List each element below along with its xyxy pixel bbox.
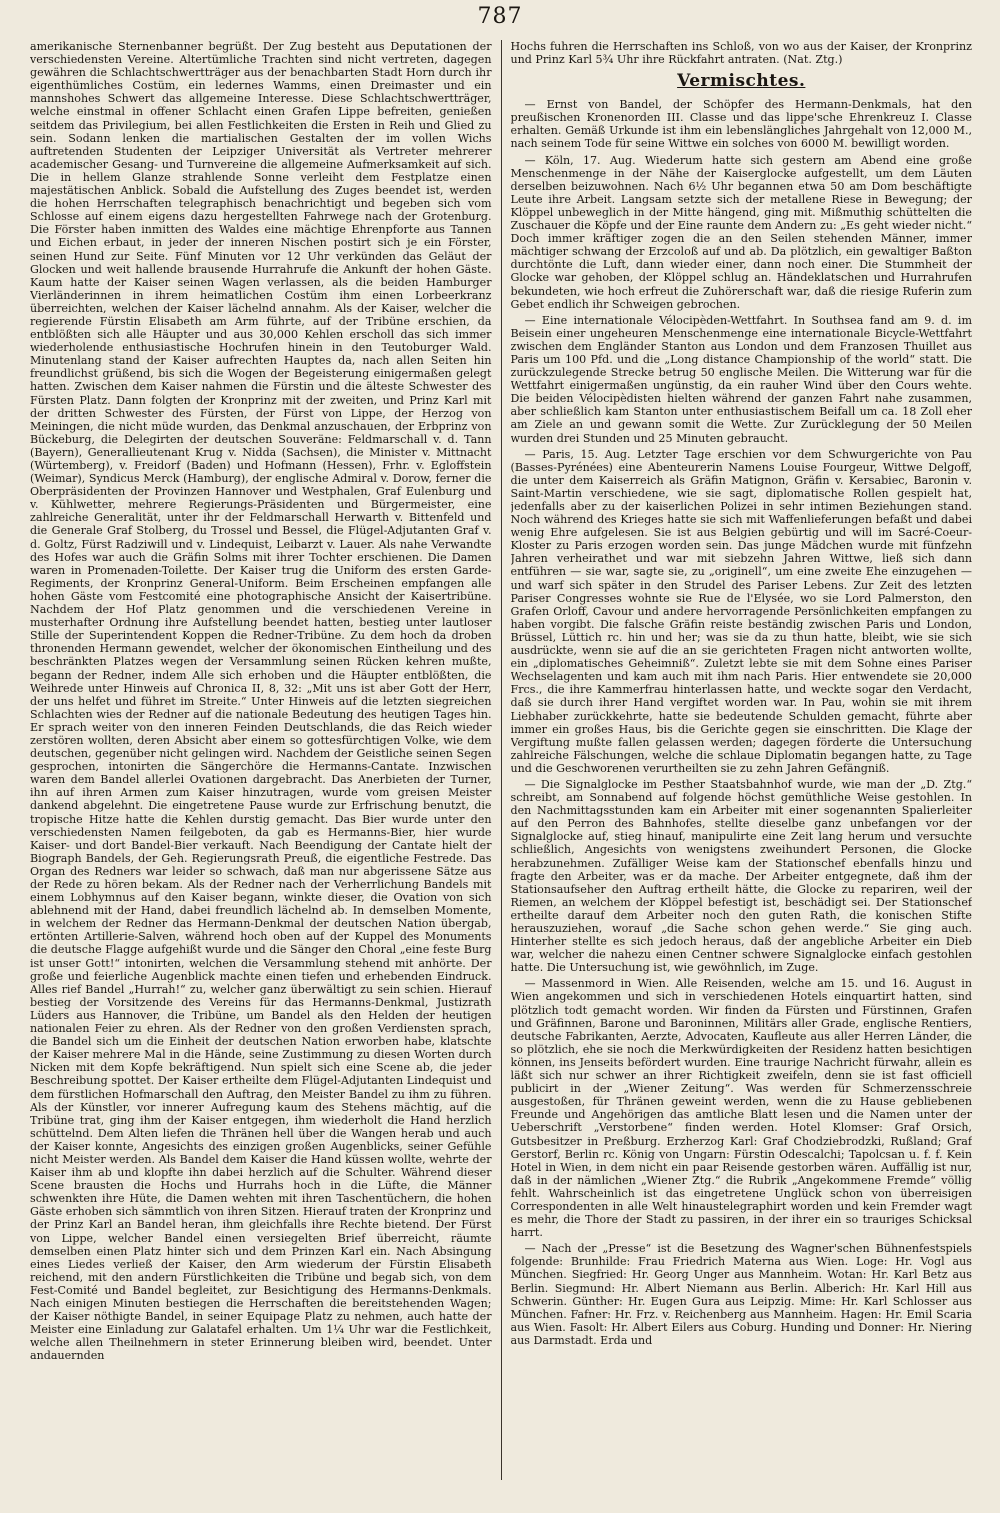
- article-cologne-bell: — Köln, 17. Aug. Wiederum hatte sich gestern am Abend eine große Menschenmenge in der Nähe der Kaiserglocke aufgestellt, um dem Läuten derselben beizuwohnen. Nach 6½ Uhr begannen etwa 50 am Dom beschäftigte Leute ihre Arbeit. Langsam setzte sich der metallene Riese in Bewegung; der Klöppel unbeweglich in der Mitte hängend, ging mit. Mißmuthig schüttelten die Zuschauer die Köpfe und der Eine raunte dem Andern zu: „Es geht wieder nicht.“ Doch immer kräftiger zogen die an den Seilen stehenden Männer, immer mächtiger schwang der Erzcoloß auf und ab. Da plötzlich, ein gewaltiger Baßton durchtönte die Luft, dann wieder einer, dann noch einer. Die Stummheit der Glocke war gehoben, der Klöppel schlug an. Händeklatschen und Hurrahrufen bekundeten, wie hoch erfreut die Zuhörerschaft war, daß die riesige Ruferin zum Gebet endlich ihr Schweigen gebrochen.: [510, 153, 972, 311]
- text-columns: [30, 40, 972, 1480]
- article-bandel-honours: — Ernst von Bandel, der Schöpfer des Hermann-Denkmals, hat den preußischen Kronenorden III. Classe und das lippe'sche Ehrenkreuz I. Classe erhalten. Gemäß Urkunde ist ihm ein lebenslängliches Jahrgehalt von 12,000 M., nach seinem Tode für seine Wittwe ein solches von 6000 M. bewilligt worden.: [510, 98, 972, 151]
- article-paris-adventuress: — Paris, 15. Aug. Letzter Tage erschien vor dem Schwurgerichte von Pau (Basses-Pyrénées) eine Abenteurerin Namens Louise Fourgeur, Wittwe Delgoff, die unter dem Kaiserreich als Gräfin Matignon, Gräfin v. Kersabiec, Baronin v. Saint-Martin verschiedene, wie sie sagt, diplomatische Rollen gespielt hat, jedenfalls aber zu der kaiserlichen Polizei in sehr intimen Beziehungen stand. Noch während des Krieges hatte sie sich mit Waffenlieferungen befaßt und dabei wenig Ehre aufgelesen. Sie ist aus Belgien gebürtig und will im Sacré-Coeur-Kloster zu Paris erzogen worden sein. Das junge Mädchen wurde mit fünfzehn Jahren verheirathet und war mit siebzehn Jahren Wittwe, ließ sich dann entführen — sie war, sagte sie, zu „originell“, um eine zweite Ehe einzugehen — und warf sich später in den Strudel des Pariser Lebens. Zur Zeit des letzten Pariser Congresses wohnte sie Rue de l'Elysée, wo sie Lord Palmerston, den Grafen Orloff, Cavour und andere hervorragende Persönlichkeiten empfangen zu haben vorgibt. Die falsche Gräfin reiste beständig zwischen Paris und London, Brüssel, Lüttich rc. hin und her; was sie da zu thun hatte, bleibt, wie sie sich ausdrückte, wenn sie auf die an sie gerichteten Fragen nicht antworten wollte, ein „diplomatisches Geheimniß“. Zuletzt lebte sie mit dem Sohne eines Pariser Wechselagenten und kam auch mit ihm nach Paris. Hier entwendete sie 20,000 Frcs., die ihre Kammerfrau hinterlassen hatte, und weckte sogar den Verdacht, daß sie durch ihrer Hand vergiftet worden war. In Pau, wohin sie mit ihrem Liebhaber zurückkehrte, hatte sie bedeutende Schulden gemacht, führte aber immer ein großes Haus, bis die Gerichte gegen sie einschritten. Die Klage der Vergiftung mußte fallen gelassen werden; dagegen förderte die Untersuchung zahlreiche Fälschungen, welche die schlaue Diplomatin begangen hatte, zu Tage und die Geschworenen verurtheilten sie zu zehn Jahren Gefängniß.: [510, 447, 972, 775]
- article-vienna-mass-murder: — Massenmord in Wien. Alle Reisenden, welche am 15. und 16. August in Wien angekommen und sich in verschiedenen Hotels einquartirt hatten, sind plötzlich todt gemacht worden. Wir finden da Fürsten und Fürstinnen, Grafen und Gräfinnen, Barone und Baroninnen, Militärs aller Grade, englische Rentiers, deutsche Fabrikanten, Aerzte, Advocaten, Kaufleute aus aller Herren Länder, die so plötzlich, ehe sie noch die Merkwürdigkeiten der Residenz hatten besichtigen können, ins Jenseits befördert wurden. Eine traurige Nachricht fürwahr, allein es läßt sich nur schwer an ihrer Richtigkeit zweifeln, denn sie ist fast officiell publicirt in der „Wiener Zeitung“. Was werden für Schmerzensschreie ausgestoßen, für Thränen geweint werden, wenn die zu Hause gebliebenen Freunde und Angehörigen das amtliche Blatt lesen und die Namen unter der Ueberschrift „Verstorbene“ finden werden. Hotel Klomser: Graf Orsich, Gutsbesitzer in Preßburg. Erzherzog Karl: Graf Chodziebrodzki, Rußland; Graf Gerstorf, Berlin rc. König von Ungarn: Fürstin Odescalchi; Tapolcsan u. f. f. Kein Hotel in Wien, in dem nicht ein paar Reisende gestorben wären. Auffällig ist nur, daß in der nämlichen „Wiener Ztg.“ die Rubrik „Angekommene Fremde“ völlig fehlt. Wahrscheinlich ist das eingetretene Unglück schon von überreisigen Correspondenten in alle Welt hinaustelegraphirt worden und kein Fremder wagt es mehr, die Thore der Stadt zu passiren, in der ihrer ein so trauriges Schicksal harrt.: [510, 977, 972, 1240]
- column-divider: [501, 40, 502, 1480]
- article-pest-signal-bell: — Die Signalglocke im Pesther Staatsbahnhof wurde, wie man der „D. Ztg.“ schreibt, am Sonnabend auf folgende höchst gemüthliche Weise gestohlen. In den Nachmittagsstunden kam ein Arbeiter mit einer sogenannten Spalierleiter auf den Perron des Bahnhofes, stellte dieselbe ganz unbefangen vor der Signalglocke auf, stieg hinauf, manipulirte eine Zeit lang herum und versuchte schließlich, Angesichts von wenigstens zweihundert Personen, die Glocke herabzunehmen. Zufälliger Weise kam der Stationschef ebenfalls hinzu und fragte den Arbeiter, was er da mache. Der Arbeiter entgegnete, daß ihm der Stationsaufseher den Auftrag ertheilt hätte, die Glocke zu repariren, weil der Riemen, an welchem der Klöppel befestigt ist, beschädigt sei. Der Stationschef ertheilte darauf dem Arbeiter noch den guten Rath, die konischen Stifte herauszuziehen, worauf „die Sache schon gehen werde.“ Sie ging auch. Hinterher stellte es sich jedoch heraus, daß der angebliche Arbeiter ein Dieb war, welcher die nahezu einen Centner schwere Signalglocke einfach gestohlen hatte. Die Untersuchung ist, wie gewöhnlich, im Zuge.: [510, 777, 972, 975]
- section-title: Vermischtes.: [677, 71, 806, 92]
- article-velocipede-race: — Eine internationale Vélocipèden-Wettfahrt. In Southsea fand am 9. d. im Beisein einer ungeheuren Menschenmenge eine internationale Bicycle-Wettfahrt zwischen dem Engländer Stanton aus London und dem Franzosen Thuillet aus Paris um 100 Pfd. und die „Long distance Championship of the world“ statt. Die zurückzulegende Strecke betrug 50 englische Meilen. Die Witterung war für die Wettfahrt einigermaßen ungünstig, da ein rauher Wind über den Cours wehte. Die beiden Vélocipèdisten hielten während der ganzen Fahrt nahe zusammen, aber schließlich kam Stanton unter enthusiastischem Beifall um ca. 18 Zoll eher am Ziele an und gewann somit die Wette. Zur Zurücklegung der 50 Meilen wurden drei Stunden und 25 Minuten gebraucht.: [510, 313, 972, 445]
- page-number: 787: [477, 4, 523, 29]
- left-column: [30, 40, 492, 1480]
- article-wagner-cast: — Nach der „Presse“ ist die Besetzung des Wagner'schen Bühnenfestspiels folgende: Brunhilde: Frau Friedrich Materna aus Wien. Loge: Hr. Vogl aus München. Siegfried: Hr. Georg Unger aus Mannheim. Wotan: Hr. Karl Betz aus Berlin. Siegmund: Hr. Albert Niemann aus Berlin. Alberich: Hr. Karl Hill aus Schwerin. Günther: Hr. Eugen Gura aus Leipzig. Mime: Hr. Karl Schlosser aus München. Fafner: Hr. Frz. v. Reichenberg aus Mannheim. Hagen: Hr. Emil Scaria aus Wien. Fasolt: Hr. Albert Eilers aus Coburg. Hunding und Donner: Hr. Niering aus Darmstadt. Erda und: [510, 1242, 972, 1347]
- report-continuation: Hochs fuhren die Herrschaften ins Schloß, von wo aus der Kaiser, der Kronprinz und Prinz Karl 5¾ Uhr ihre Rückfahrt antraten. (Nat. Ztg.): [510, 40, 972, 67]
- festival-report-paragraph: amerikanische Sternenbanner begrüßt. Der Zug besteht aus Deputationen der verschiedensten Vereine. Altertümliche Trachten sind nicht vertreten, dagegen gewähren die Schlachtschwertträger aus der benachbarten Stadt Horn durch ihr eigenthümliches Costüm, ein ledernes Wamms, einen Dreimaster und ein mannshohes Schwert das allgemeine Interesse. Diese Schlachtschwertträger, welche einstmal in offener Schlacht einen Grafen Lippe befreiten, genießen seitdem das Privilegium, bei allen Festlichkeiten die Ersten in Reih und Glied zu sein. Sodann lenken die martialischen Gestalten der im vollen Wichs auftretenden Studenten der Leipziger Universität als Vertreter mehrerer academischer Gesang- und Turnvereine die allgemeine Aufmerksamkeit auf sich. Die in hellem Glanze strahlende Sonne verleiht dem Festplatze einen majestätischen Anblick. Sobald die Aufstellung des Zuges beendet ist, werden die hohen Herrschaften telegraphisch benachrichtigt und begeben sich vom Schlosse auf einem eigens dazu hergestellten Fahrwege nach der Grotenburg. Die Förster haben inmitten des Waldes eine mächtige Ehrenpforte aus Tannen und Eichen erbaut, in jeder der inneren Nischen postirt sich je ein Förster, seinen Hund zur Seite. Fünf Minuten vor 12 Uhr verkünden das Geläut der Glocken und weit hallende brausende Hurrahrufe die Ankunft der hohen Gäste. Kaum hatte der Kaiser seinen Wagen verlassen, als die beiden Hamburger Vierländerinnen in ihrem heimatlichen Costüm ihm einen Lorbeerkranz überreichten, welchen der Kaiser lächelnd annahm. Als der Kaiser, welcher die regierende Fürstin Elisabeth am Arm führte, auf der Tribüne erschien, da entblößten sich alle Häupter und aus 30,000 Kehlen erscholl das sich immer wiederholende enthusiastische Hochrufen hinein in den Teutoburger Wald. Minutenlang stand der Kaiser aufrechten Hauptes da, nach allen Seiten hin freundlichst grüßend, bis sich die Wogen der Begeisterung einigermaßen gelegt hatten. Zwischen dem Kaiser nahmen die Fürstin und die älteste Schwester des Fürsten Platz. Dann folgten der Kronprinz mit der zweiten, und Prinz Karl mit der dritten Schwester des Fürsten, der Fürst von Lippe, der Herzog von Meiningen, die nicht müde wurden, das Denkmal anzuschauen, der Erbprinz von Bückeburg, die Delegirten der deutschen Souveräne: Feldmarschall v. d. Tann (Bayern), Generallieutenant Krug v. Nidda (Sachsen), die Minister v. Mittnacht (Würtemberg), v. Freidorf (Baden) und Hofmann (Hessen), Frhr. v. Egloffstein (Weimar), Syndicus Merck (Hamburg), der englische Admiral v. Dorow, ferner die Oberpräsidenten der Provinzen Hannover und Westphalen, Graf Eulenburg und v. Kühlwetter, mehrere Regierungs-Präsidenten und Bürgermeister, eine zahlreiche Generalität, unter ihr der Feldmarschall Herwarth v. Bittenfeld und die Generale Graf Stolberg, du Trossel und Bessel, die Flügel-Adjutanten Graf v. d. Goltz, Fürst Radziwill und v. Lindequist, Leibarzt v. Lauer. Als nahe Verwandte des Hofes war auch die Gräfin Solms mit ihrer Tochter erschienen. Die Damen waren in Promenaden-Toilette. Der Kaiser trug die Uniform des ersten Garde-Regiments, der Kronprinz General-Uniform. Beim Erscheinen empfangen alle hohen Gäste vom Festcomité eine photographische Ansicht der Kaisertribüne. Nachdem der Hof Platz genommen und die verschiedenen Vereine in musterhafter Ordnung ihre Aufstellung beendet hatten, bestieg unter lautloser Stille der Superintendent Koppen die Redner-Tribüne. Zu dem hoch da droben thronenden Hermann gewendet, welcher der ökonomischen Eintheilung und des beschränkten Platzes wegen der Versammlung seinen Rücken kehren mußte, begann der Redner, indem Alle sich erhoben und die Häupter entblößten, die Weihrede unter Hinweis auf Chronica II, 8, 32: „Mit uns ist aber Gott der Herr, der uns helfet und führet im Streite.“ Unter Hinweis auf die letzten siegreichen Schlachten wies der Redner auf die nationale Bedeutung des heutigen Tages hin. Er sprach weiter von den inneren Feinden Deutschlands, die das Reich wieder zerstören wollten, deren Absicht aber einem so gottesfürchtigen Volke, wie dem deutschen, gegenüber nicht gelingen wird. Nachdem der Geistliche seinen Segen gesprochen, intonirten die Sängerchöre die Hermanns-Cantate. Inzwischen waren dem Bandel allerlei Ovationen dargebracht. Das Anerbieten der Turner, ihn auf ihren Armen zum Kaiser hinzutragen, wurde vom greisen Meister dankend abgelehnt. Die eingetretene Pause wurde zur Erfrischung benutzt, die tropische Hitze hatte die Kehlen durstig gemacht. Das Bier wurde unter den verschiedensten Namen feilgeboten, da gab es Hermanns-Bier, hier wurde Kaiser- und dort Bandel-Bier verkauft. Nach Beendigung der Cantate hielt der Biograph Bandels, der Geh. Regierungsrath Preuß, die eigentliche Festrede. Das Organ des Redners war leider so schwach, daß man nur abgerissene Sätze aus der Rede zu hören bekam. Als der Redner nach der Verherrlichung Bandels mit einem Lobhymnus auf den Kaiser begann, winkte dieser, die Ovation von sich ablehnend mit der Hand, dabei freundlich lächelnd ab. In demselben Momente, in welchem der Redner das Hermann-Denkmal der deutschen Nation übergab, ertönten Artillerie-Salven, während hoch oben auf der Kuppel des Monuments die deutsche Flagge aufgehißt wurde und die Sänger den Choral „eine feste Burg ist unser Gott!“ intonirten, welchen die Versammlung stehend mit anhörte. Der große und feierliche Augenblick machte einen tiefen und erhebenden Eindruck. Alles rief Bandel „Hurrah!“ zu, welcher ganz überwältigt zu sein schien. Hierauf bestieg der Vorsitzende des Vereins für das Hermanns-Denkmal, Justizrath Lüders aus Hannover, die Tribüne, um Bandel als den Helden der heutigen nationalen Feier zu ehren. Als der Redner von den großen Verdiensten sprach, die Bandel sich um die Einheit der deutschen Nation erworben habe, klatschte der Kaiser mehrere Mal in die Hände, seine Zustimmung zu diesen Worten durch Nicken mit dem Kopfe bekräftigend. Nun spielt sich eine Scene ab, die jeder Beschreibung spottet. Der Kaiser ertheilte dem Flügel-Adjutanten Lindequist und dem fürstlichen Hofmarschall den Auftrag, den Meister Bandel zu ihm zu führen. Als der Künstler, vor innerer Aufregung kaum des Stehens mächtig, auf die Tribüne trat, ging ihm der Kaiser entgegen, ihm wiederholt die Hand herzlich schüttelnd. Dem Alten liefen die Thränen hell über die Wangen herab und auch der Kaiser konnte, Angesichts des einzigen großen Augenblicks, seiner Gefühle nicht Meister werden. Als Bandel dem Kaiser die Hand küssen wollte, wehrte der Kaiser ihm ab und klopfte ihn dabei herzlich auf die Schulter. Während dieser Scene brausten die Hochs und Hurrahs hoch in die Lüfte, die Männer schwenkten ihre Hüte, die Damen wehten mit ihren Taschentüchern, die hohen Gäste erhoben sich sämmtlich von ihren Sitzen. Hierauf traten der Kronprinz und der Prinz Karl an Bandel heran, ihm gleichfalls ihre Rechte bietend. Der Fürst von Lippe, welcher Bandel einen versiegelten Brief überreicht, räumte demselben einen Platz hinter sich und dem Prinzen Karl ein. Nach Absingung eines Liedes verließ der Kaiser, den Arm wiederum der Fürstin Elisabeth reichend, mit den andern Fürstlichkeiten die Tribüne und begab sich, von dem Fest-Comité und Bandel begleitet, zur Besichtigung des Hermanns-Denkmals. Nach einigen Minuten bestiegen die Herrschaften die bereitstehenden Wagen; der Kaiser nöthigte Bandel, in seiner Equipage Platz zu nehmen, auch hatte der Meister eine Einladung zur Galatafel erhalten. Um 1¼ Uhr war die Festlichkeit, welche allen Theilnehmern in steter Erinnerung bleiben wird, beendet. Unter andauernden: [30, 40, 492, 1363]
- right-column: [511, 40, 973, 1480]
